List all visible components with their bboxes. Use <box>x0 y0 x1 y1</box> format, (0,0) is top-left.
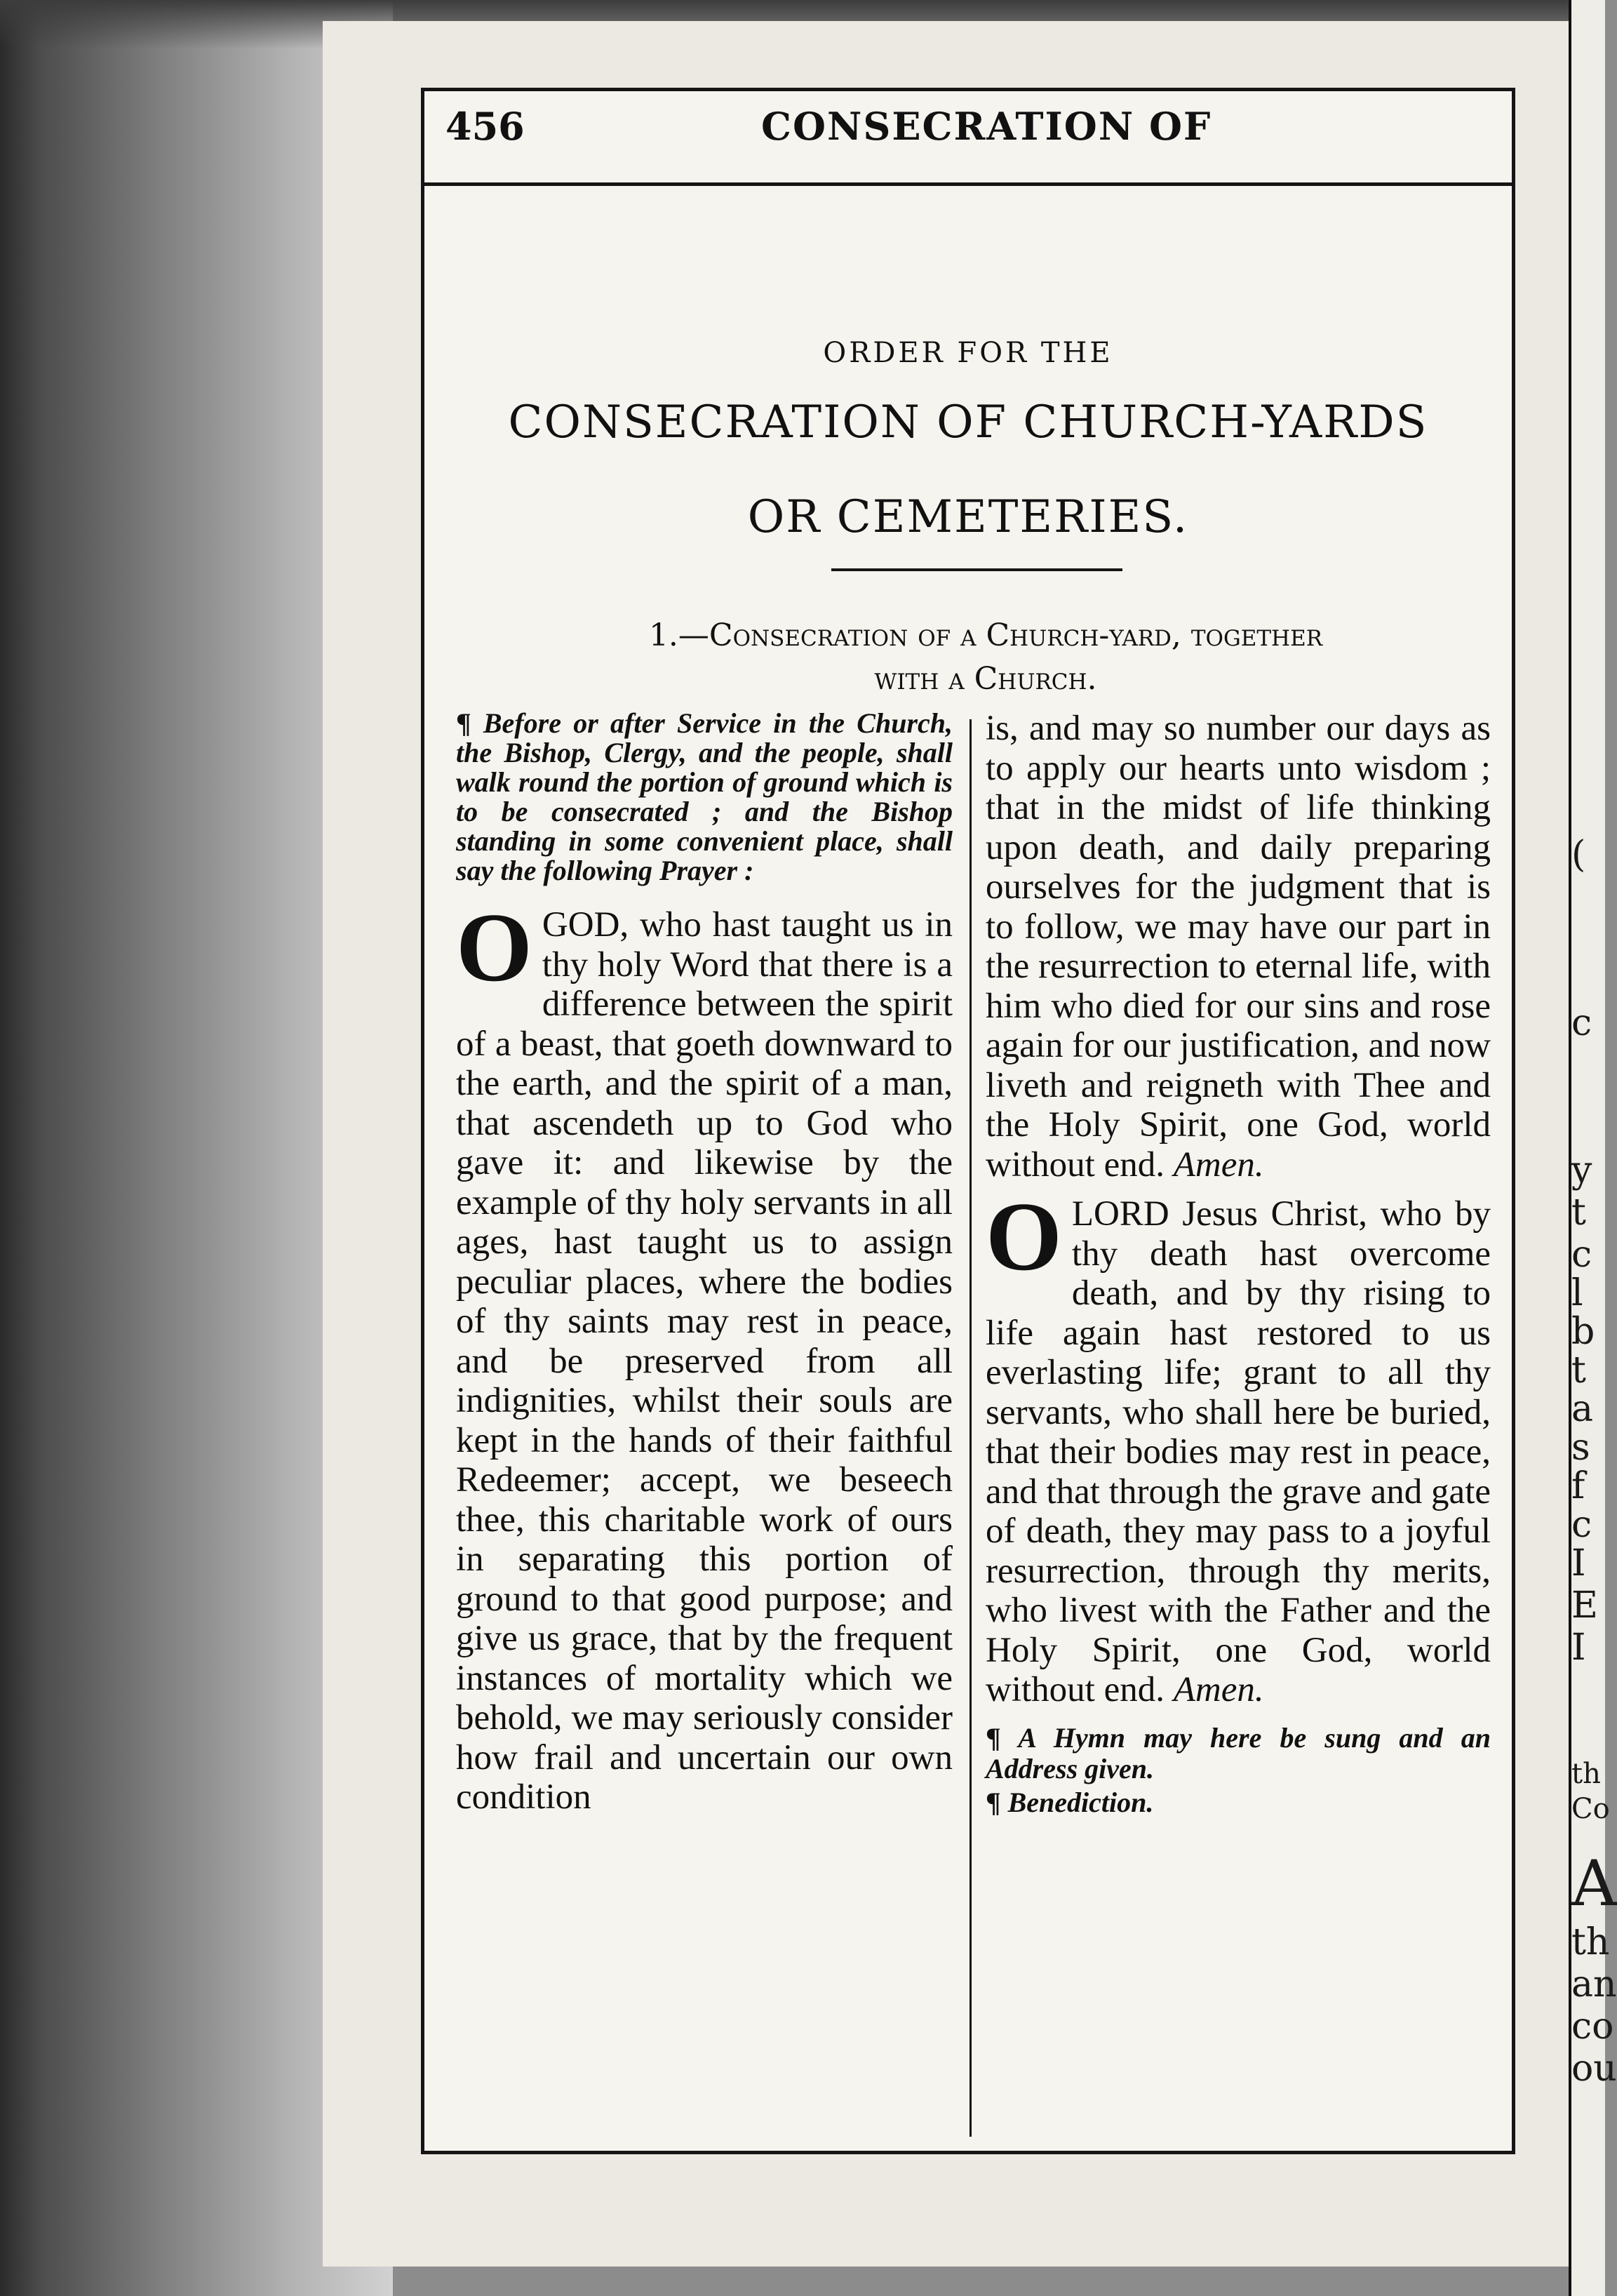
facing-text-fragment: ( <box>1571 834 1586 876</box>
opening-rubric <box>456 709 953 886</box>
main-title-line-2: OR CEMETERIES. <box>747 491 1189 543</box>
second-prayer <box>986 1182 1491 1710</box>
facing-text-fragment: th <box>1571 1758 1601 1790</box>
facing-text-fragment: I <box>1571 1542 1586 1584</box>
facing-text-fragment: an <box>1571 1963 1617 2005</box>
page-number: 456 <box>445 104 525 149</box>
facing-text-fragment: l <box>1571 1272 1583 1314</box>
section-heading-line-2: with a Church. <box>874 661 1097 697</box>
facing-text-fragment: b <box>1571 1311 1595 1353</box>
left-column <box>456 709 953 1827</box>
facing-text-fragment: a <box>1571 1388 1594 1430</box>
first-prayer <box>456 893 953 1817</box>
amen-label: Amen. <box>1173 1670 1264 1709</box>
facing-text-fragment: A <box>1571 1847 1617 1921</box>
header-rule <box>424 182 1512 186</box>
title-divider <box>831 568 1122 571</box>
facing-text-fragment: ou <box>1571 2048 1617 2090</box>
right-column <box>986 709 1491 1818</box>
drop-cap: O <box>986 1182 1062 1291</box>
first-prayer-text: GOD, who hast taught us in thy holy Word that there is a difference between the spirit of a beast, that goeth downward to the earth, and the spirit of a man, that ascendeth up to God who gave it: and likewise by the example of thy holy servants in all ages, hast taught us to assign peculiar places, where the bodies of thy saints may rest in peace, and be preserved from all indignities, whilst their souls are kept in the hands of their faithful Redeemer; accept, we beseech thee, this charitable work of ours in separating this portion of ground to that good purpose; and give us grace, that by the frequent instances of mortality which we behold, we may seriously consider how frail and uncertain our own condition <box>456 905 953 1817</box>
benediction-rubric <box>986 1787 1491 1818</box>
amen-label: Amen. <box>1173 1144 1264 1184</box>
facing-text-fragment: y <box>1571 1149 1592 1192</box>
running-head: CONSECRATION OF <box>761 104 1212 149</box>
section-heading-line-1: 1.—Consecration of a Church-yard, together <box>648 618 1323 653</box>
facing-text-fragment: s <box>1571 1427 1590 1469</box>
pilcrow-mark: ¶ <box>986 1721 1001 1754</box>
opening-rubric-text: Before or after Service in the Church, the Bishop, Clergy, and the people, shall walk round the portion of ground which is to be consecrated ; and the Bishop standing in some convenient place, shall say the following Prayer : <box>456 707 953 886</box>
column-divider <box>969 719 972 2137</box>
hymn-rubric-text: A Hymn may here be sung and an Address given. <box>986 1721 1491 1784</box>
second-prayer-text: LORD Jesus Christ, who by thy death hast overcome death, and by thy rising to life again hast restored to us everlasting life; grant to all thy servants, who shall here be buried, that their bodies may rest in peace, and that through the grave and gate of death, they may pass to a joyful resurrection, through thy merits, who livest with the Father and the Holy Spirit, one God, world without end. <box>986 1194 1491 1709</box>
page-text-frame <box>421 88 1515 2154</box>
first-prayer-continued-text: is, and may so number our days as to apply our hearts unto wisdom ; that in the midst of life thinking upon death, and daily preparing ourselves for the judgment that is to follow, we may have our part in the resurrection to eternal life, with him who died for our sins and rose again for our justification, and now liveth and reigneth with Thee and the Holy Spirit, one God, world without end. <box>986 709 1491 1184</box>
facing-text-fragment: Co <box>1571 1793 1610 1825</box>
pilcrow-mark: ¶ <box>986 1786 1001 1818</box>
first-prayer-continued <box>986 709 1491 1184</box>
facing-text-fragment: co <box>1571 2005 1614 2048</box>
hymn-rubric <box>986 1723 1491 1784</box>
main-title-line-1: CONSECRATION OF CHURCH-YARDS <box>508 396 1428 448</box>
section-heading <box>502 614 1470 701</box>
benediction-rubric-text: Benediction. <box>1007 1786 1154 1818</box>
facing-text-fragment: f <box>1571 1465 1585 1507</box>
facing-text-fragment: I <box>1571 1627 1586 1669</box>
facing-text-fragment: th <box>1571 1921 1610 1963</box>
facing-text-fragment: c <box>1571 1504 1592 1546</box>
facing-text-fragment: c <box>1571 1002 1592 1044</box>
facing-page-edge <box>1569 0 1617 2296</box>
facing-text-fragment: t <box>1571 1192 1586 1234</box>
facing-text-fragment: t <box>1571 1349 1586 1391</box>
facing-text-fragment: c <box>1571 1234 1592 1276</box>
order-for-label: ORDER FOR THE <box>823 337 1113 369</box>
pilcrow-mark: ¶ <box>456 707 471 739</box>
facing-text-fragment: E <box>1571 1584 1598 1627</box>
drop-cap: O <box>456 893 532 1002</box>
